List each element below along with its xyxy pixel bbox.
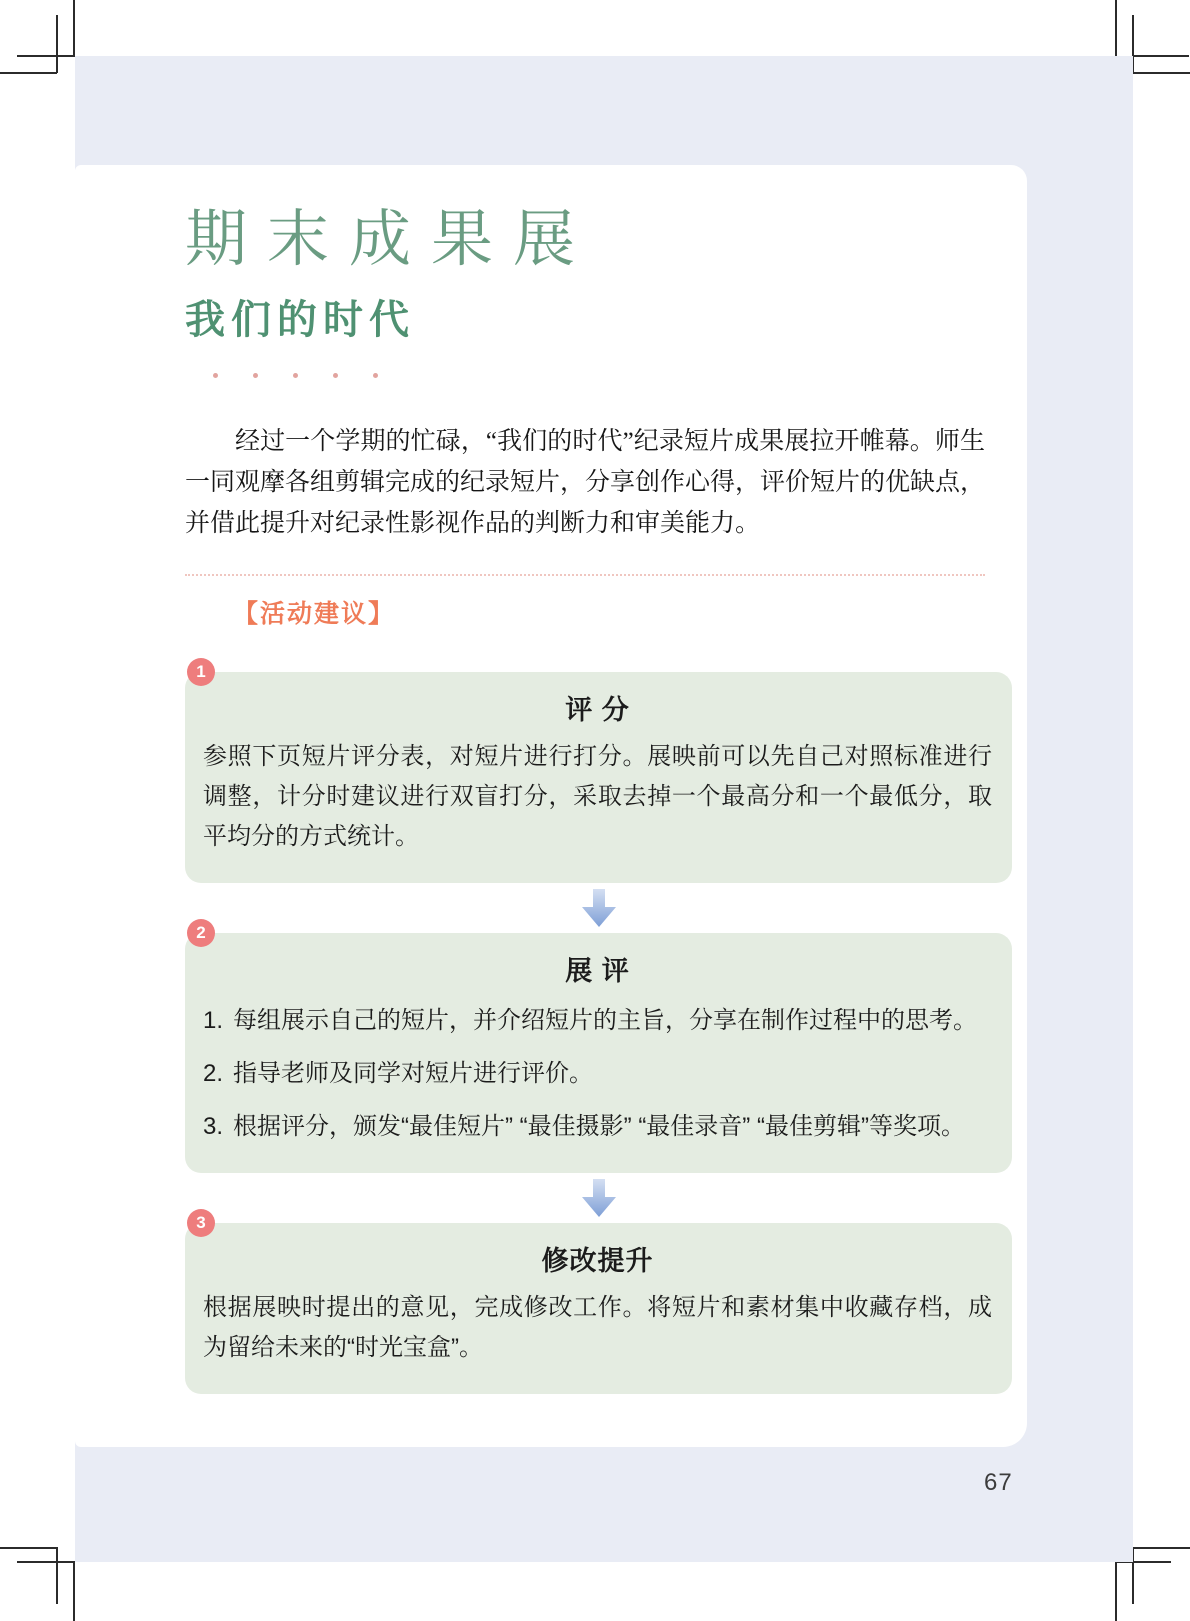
decorative-dot [373,373,378,378]
dotted-divider [185,574,985,576]
crop-mark [73,1561,75,1621]
crop-mark [17,55,73,57]
page-number: 67 [984,1469,1013,1496]
crop-mark [17,1561,73,1563]
step-revision [185,1213,1012,1394]
crop-mark [1115,1561,1117,1621]
step-number-badge: 1 [187,658,215,686]
down-arrow-icon [582,1179,616,1217]
step-title: 评 分 [565,695,630,726]
decorative-dot [253,373,258,378]
step-number-badge: 2 [187,919,215,947]
list-item-text: 根据评分，颁发“最佳短片” “最佳摄影” “最佳录音” “最佳剪辑”等奖项。 [233,1113,965,1141]
crop-mark [1133,72,1190,74]
page-subtitle: 我们的时代 [185,298,415,343]
step-number-badge: 3 [187,1209,215,1237]
list-item [203,1107,992,1147]
list-item [203,1054,992,1094]
list-item-text: 指导老师及同学对短片进行评价。 [233,1060,594,1088]
crop-mark [0,1547,57,1549]
step-body: 参照下页短片评分表，对短片进行打分。展映前可以先自己对照标准进行调整，计分时建议进行双盲打分，采取去掉一个最高分和一个最低分，取平均分的方式统计。 [203,743,992,851]
activity-suggestion-label: 【活动建议】 [233,600,396,629]
activity-steps [185,662,1012,1394]
list-item-text: 每组展示自己的短片，并介绍短片的主旨，分享在制作过程中的思考。 [233,1007,978,1035]
step-title: 修改提升 [541,1246,654,1277]
flow-arrow [185,883,1012,933]
step-body: 根据展映时提出的意见，完成修改工作。将短片和素材集中收藏存档，成为留给未来的“时光宝盒”。 [203,1294,992,1362]
list-item-number: 1. [203,1007,224,1035]
crop-mark [56,15,58,73]
decorative-dot [213,373,218,378]
down-arrow-icon [582,889,616,927]
crop-mark [0,72,57,74]
step-box [185,933,1012,1173]
decorative-dot [333,373,338,378]
list-item [203,1001,992,1041]
step-box [185,672,1012,883]
step-title: 展 评 [565,956,630,987]
crop-mark [1133,1547,1190,1549]
step-exhibition-review [185,923,1012,1173]
content-panel [75,165,1027,1447]
crop-mark [73,0,75,57]
intro-paragraph: 经过一个学期的忙碌，“我们的时代”纪录短片成果展拉开帷幕。师生一同观摩各组剪辑完成的纪录短片，分享创作心得，评价短片的优缺点，并借此提升对纪录性影视作品的判断力和审美能力。 [185,428,986,538]
step-box [185,1223,1012,1394]
page-title: 期末成果展 [185,202,596,275]
list-item-number: 2. [203,1060,224,1088]
crop-mark [1115,0,1117,57]
crop-mark [56,1547,58,1604]
step-scoring [185,662,1012,883]
flow-arrow [185,1173,1012,1223]
crop-mark [1133,55,1189,57]
list-item-number: 3. [203,1113,224,1141]
decorative-dots [213,365,1012,371]
decorative-dot [293,373,298,378]
step-list [203,1001,992,1147]
